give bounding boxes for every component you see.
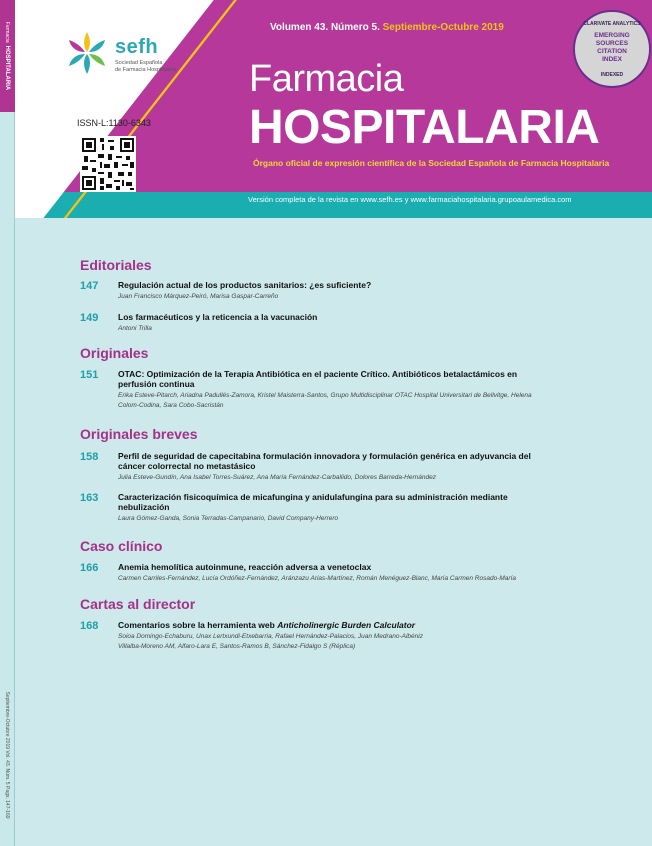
toc-entry — [80, 280, 550, 302]
entry-title: Anemia hemolítica autoinmune, reacción adversa a venetoclax — [118, 562, 372, 572]
logo-name: sefh — [115, 36, 159, 58]
journal-title-line2: HOSPITALARIA — [249, 101, 600, 154]
spine-title — [0, 4, 15, 108]
toc-entry — [80, 620, 550, 651]
badge-line4: INDEX — [602, 56, 622, 63]
entry-title-prefix: Comentarios sobre la herramienta web — [118, 620, 278, 630]
entry-title-italic: Anticholinergic Burden Calculator — [277, 620, 416, 630]
badge-top-text: CLARIVATE ANALYTICS — [583, 21, 641, 27]
entry-title: Caracterización fisicoquímica de micafungina y anidulafungina para su administración mediante nebulización — [118, 492, 508, 512]
volume-number: Volumen 43. Número 5. — [270, 22, 380, 33]
entry-authors: Soioa Domingo-Echaburu, Unax Lertxundi-Etxebarria, Rafael Hernández-Palacios, Juan Medrano-Albéniz — [118, 633, 423, 640]
sefh-logo — [65, 30, 225, 80]
online-version-note: Versión completa de la revista en www.sefh.es y www.farmaciahospitalaria.grupoaulamedica.com — [248, 195, 572, 204]
badge-line1: EMERGING — [594, 32, 630, 39]
journal-subtitle: Órgano oficial de expresión científica de la Sociedad Española de Farmacia Hospitalaria — [253, 158, 610, 168]
entry-title: Perfil de seguridad de capecitabina formulación innovadora y formulación genérica en adyuvancia del cáncer colorrectal no metastásico — [118, 451, 531, 471]
entry-page-number: 149 — [80, 312, 99, 324]
entry-authors: Erika Esteve-Pitarch, Ariadna Padullés-Zamora, Kristel Maisterra-Santos, Grupo Multidisciplinar OTAC Hospital Universitari de Bellvitge, Helena Colom-Codina, Sara Cobo-Sacristán — [118, 392, 532, 409]
entry-authors: Juan Francisco Márquez-Peiró, Marisa Gaspar-Carreño — [118, 293, 279, 300]
badge-bottom-text: INDEXED — [600, 72, 624, 78]
entry-title: Regulación actual de los productos sanitarios: ¿es suficiente? — [118, 280, 372, 290]
entry-authors: Julia Esteve-Gundín, Ana Isabel Torres-Suárez, Ana María Fernández-Carballido, Dolores Barreda-Hernández — [118, 474, 436, 481]
entry-page-number: 151 — [80, 369, 99, 381]
esci-badge — [573, 10, 651, 88]
section-heading-editoriales: Editoriales — [80, 257, 152, 273]
qr-code — [80, 136, 136, 192]
logo-subtitle-line1: Sociedad Española — [115, 60, 163, 66]
badge-line3: CITATION — [597, 48, 627, 55]
spine-date-text: Septiembre-Octubre 2019 Vol. 43. Núm. 5 Pags. 147-169 — [4, 691, 10, 819]
spine-date — [0, 690, 15, 820]
entry-title: OTAC: Optimización de la Terapia Antibiótica en el paciente Crítico. Antibióticos betalactámicos en perfusión continua — [118, 369, 518, 389]
volume-info — [270, 22, 504, 33]
table-of-contents — [15, 218, 652, 846]
volume-date: Septiembre-Octubre 2019 — [382, 22, 504, 33]
cover-header — [15, 0, 652, 218]
entry-reply-authors: Villalba-Moreno AM, Alfaro-Lara E, Santos-Ramos B, Sánchez-Fidalgo S (Réplica) — [118, 642, 356, 650]
entry-page-number: 163 — [80, 492, 99, 504]
issn: ISSN-L:1130-6343 — [77, 118, 151, 128]
toc-entry — [80, 312, 550, 334]
sefh-logo-icon — [65, 30, 109, 76]
spine-title-text: HOSPITALARIA — [4, 45, 10, 91]
section-heading-cartas: Cartas al director — [80, 596, 196, 612]
entry-title — [118, 620, 550, 630]
badge-line2: SOURCES — [595, 40, 629, 47]
entry-title: Los farmacéuticos y la reticencia a la vacunación — [118, 312, 318, 322]
logo-subtitle-line2: de Farmacia Hospitalaria — [115, 67, 177, 73]
entry-page-number: 158 — [80, 451, 99, 463]
journal-title-line1: Farmacia — [249, 58, 404, 100]
entry-page-number: 168 — [80, 620, 99, 632]
toc-entry — [80, 562, 550, 584]
toc-entry — [80, 451, 550, 483]
entry-authors: Antoni Trilla — [118, 325, 152, 332]
section-heading-originales: Originales — [80, 345, 149, 361]
entry-page-number: 147 — [80, 280, 99, 292]
spine-title-prefix: Farmacia — [4, 21, 10, 43]
toc-entry — [80, 369, 550, 410]
toc-entry — [80, 492, 550, 524]
entry-authors: Laura Gómez-Ganda, Sonia Terradas-Campanario, David Company-Herrero — [118, 515, 339, 522]
spine — [0, 0, 15, 846]
entry-authors: Carmen Carriles-Fernández, Lucía Ordóñez-Fernández, Aránzazu Arias-Martínez, Román Menéguez-Blanc, María Carmen Rosado-María — [118, 575, 516, 582]
section-heading-originales-breves: Originales breves — [80, 426, 198, 442]
section-heading-caso-clinico: Caso clínico — [80, 538, 163, 554]
entry-page-number: 166 — [80, 562, 99, 574]
